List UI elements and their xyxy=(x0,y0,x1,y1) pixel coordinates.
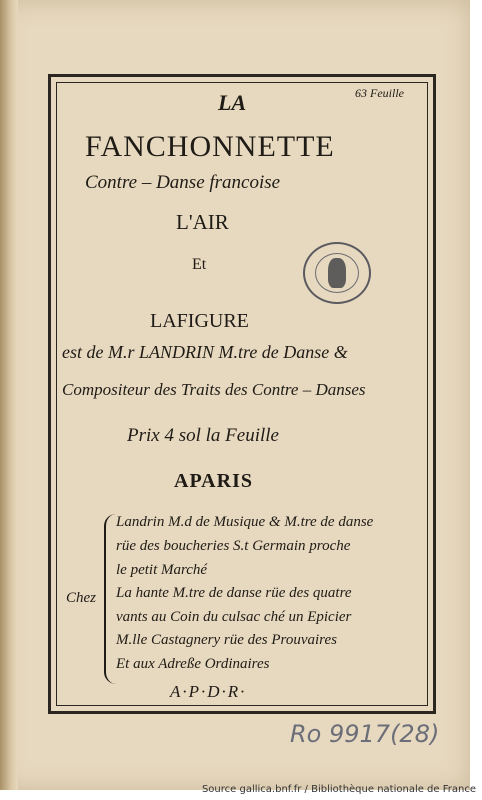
author-line-2: Compositeur des Traits des Contre – Danses xyxy=(62,380,366,399)
library-stamp xyxy=(303,242,371,304)
seller-line: rüe des boucheries S.t Germain proche xyxy=(116,538,351,554)
seller-brace xyxy=(104,514,116,684)
seller-line: Et aux Adreße Ordinaires xyxy=(116,656,270,672)
title-fanchonnette: FANCHONNETTE xyxy=(85,130,335,163)
seller-line: La hante M.tre de danse rüe des quatre xyxy=(116,585,352,601)
page-number: 63 Feuille xyxy=(355,86,404,100)
book-spine xyxy=(0,0,18,790)
line-air: L'AIR xyxy=(176,210,229,234)
subtitle: Contre – Danse francoise xyxy=(85,172,281,193)
line-figure: LAFIGURE xyxy=(150,310,249,332)
shelfmark: Ro 9917(28) xyxy=(290,720,440,748)
price: Prix 4 sol la Feuille xyxy=(127,425,279,446)
seller-line: le petit Marché xyxy=(116,562,208,578)
seller-line: vants au Coin du culsac ché un Epicier xyxy=(116,609,352,625)
stamp-emblem xyxy=(328,258,346,288)
line-et: Et xyxy=(192,256,207,273)
chez-label: Chez xyxy=(66,590,96,606)
privilege-mark: A·P·D·R· xyxy=(170,682,247,701)
seller-line: M.lle Castagnery rüe des Prouvaires xyxy=(116,632,337,648)
seller-line: Landrin M.d de Musique & M.tre de danse xyxy=(116,514,374,530)
title-la: LA xyxy=(218,90,247,115)
city: APARIS xyxy=(174,470,253,492)
source-text[interactable]: Source gallica.bnf.fr / Bibliothèque nationale de France xyxy=(201,784,476,795)
source-footer xyxy=(0,780,482,800)
author-line: est de M.r LANDRIN M.tre de Danse & xyxy=(62,342,348,362)
